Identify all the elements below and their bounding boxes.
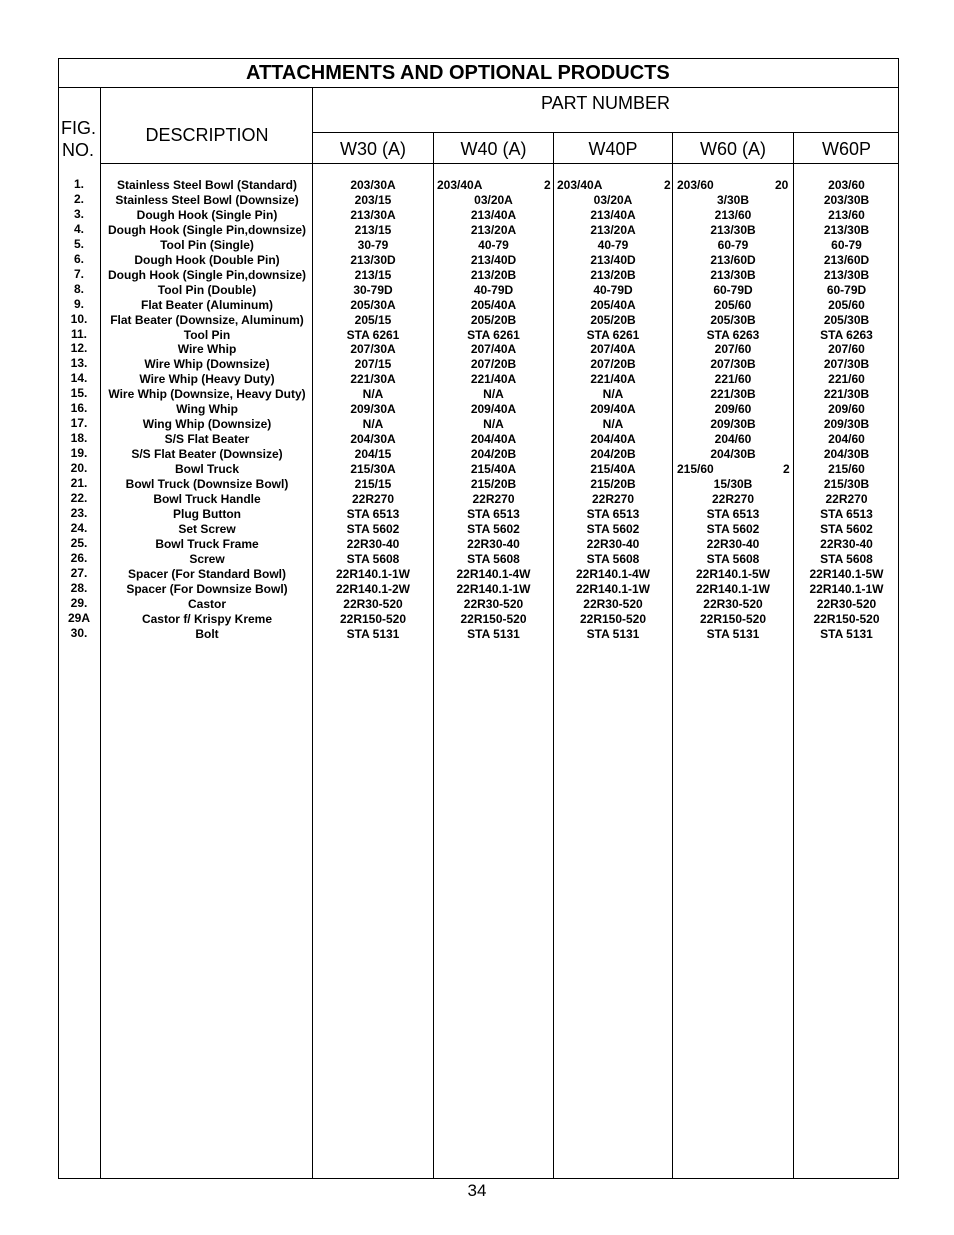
part-number-cell: 207/40A (590, 342, 636, 357)
stray-mark: 2 (783, 462, 790, 476)
part-number-cell: 215/20B (590, 477, 636, 491)
part-number-cell: 22R140.1-1W (575, 581, 651, 596)
part-number-cell: 221/30B (823, 387, 870, 402)
row-description: Castor f/ Krispy Kreme (141, 611, 273, 626)
part-number-cell: 22R140.1-5W (695, 566, 771, 581)
part-number-cell: 205/15 (354, 312, 392, 327)
row-description: Spacer (For Standard Bowl) (127, 566, 287, 581)
row-description: Plug Button (173, 506, 241, 521)
part-number-cell: 207/60 (714, 342, 752, 357)
fig-number: 23. (70, 505, 88, 520)
part-number-cell: 60-79 (717, 237, 749, 252)
row-description: Wire Whip (Downsize, Heavy Duty) (108, 387, 306, 402)
part-number-cell: 215/20B (470, 477, 517, 491)
part-number-cell: 22R140.1-4W (575, 566, 651, 581)
part-number-cell: 213/40A (590, 207, 636, 222)
part-number-cell: 22R270 (351, 491, 395, 506)
part-number-cell: 207/30B (823, 357, 870, 372)
part-number-cell: 22R140.1-2W (335, 581, 411, 596)
row-description: Castor (187, 596, 226, 611)
part-number-cell: 22R30-520 (583, 596, 643, 611)
part-number-cell: 213/20A (470, 222, 517, 237)
row-description: Tool Pin (183, 327, 231, 342)
row-description: Bolt (195, 626, 219, 641)
part-number-cell: 22R270 (825, 491, 868, 506)
column-header-w60p: W60P (821, 139, 872, 159)
fig-number: 2. (73, 191, 84, 206)
part-number-cell: 22R140.1-1W (456, 581, 531, 596)
part-number-cell: 22R150-520 (579, 611, 647, 626)
part-number-cell: 221/60 (828, 372, 865, 387)
part-number-cell: 03/20A (593, 192, 633, 207)
part-number-cell: STA 6263 (820, 327, 873, 342)
part-number-cell: 22R140.1-1W (695, 581, 771, 596)
part-number-cell: 203/30A (350, 178, 396, 192)
part-number-header: PART NUMBER (540, 93, 671, 113)
row-description: Tool Pin (Double) (157, 282, 257, 297)
part-number-cell: 22R270 (472, 491, 515, 506)
part-number-cell: N/A (483, 387, 504, 402)
fig-number: 29A (67, 610, 90, 625)
part-number-cell: N/A (602, 417, 624, 432)
part-number-cell: 209/60 (714, 402, 752, 417)
part-number-cell: 30-79D (353, 282, 393, 297)
part-number-cell: 207/15 (354, 357, 392, 372)
row-description: Wing Whip (176, 402, 238, 417)
part-number-cell: 204/20B (590, 447, 636, 462)
fig-number: 10. (70, 311, 88, 326)
row-description: Wing Whip (Downsize) (142, 417, 272, 432)
fig-header-line2: NO. (62, 140, 95, 160)
page-title: ATTACHMENTS AND OPTIONAL PRODUCTS (58, 58, 899, 88)
fig-number: 15. (70, 386, 88, 401)
part-number-cell: 213/30B (823, 222, 870, 237)
part-number-cell: STA 6513 (706, 506, 760, 521)
fig-number: 12. (70, 341, 88, 356)
part-number-cell: 203/15 (354, 192, 392, 207)
part-number-cell: STA 5608 (706, 551, 760, 566)
part-number-cell: 22R140.1-1W (335, 566, 411, 581)
part-number-cell: STA 5602 (706, 521, 760, 536)
stray-mark: 2 (664, 178, 671, 192)
row-description: Flat Beater (Aluminum) (140, 297, 273, 312)
part-number-cell: 213/40D (590, 252, 636, 267)
fig-number: 3. (73, 206, 84, 221)
part-number-cell: 204/40A (590, 432, 636, 447)
part-number-cell: STA 6261 (586, 327, 640, 342)
part-number-cell: 213/60D (710, 252, 756, 267)
header-bottom-line (100, 163, 899, 164)
part-number-cell: N/A (483, 417, 504, 432)
part-number-cell: 204/20B (470, 447, 517, 462)
part-number-cell: 30-79 (357, 237, 389, 252)
part-number-cell: 60-79 (831, 237, 862, 252)
part-number-cell: STA 5602 (820, 521, 873, 536)
fig-number: 20. (70, 461, 88, 476)
part-number-cell: 205/30B (710, 312, 756, 327)
fig-number: 9. (73, 296, 84, 311)
fig-number: 29. (70, 595, 88, 610)
part-number-cell: 213/40D (470, 252, 517, 267)
part-number-cell: STA 6513 (586, 506, 640, 521)
part-number-cell: N/A (362, 417, 384, 432)
part-number-cell: 207/20B (590, 357, 636, 372)
part-number-cell: 204/30B (710, 447, 756, 462)
part-number-cell: 204/40A (470, 432, 517, 447)
fig-number: 11. (70, 326, 88, 341)
row-description: Stainless Steel Bowl (Downsize) (115, 192, 299, 207)
part-number-cell: STA 5608 (820, 551, 873, 566)
part-number-cell: 205/60 (828, 297, 865, 312)
part-number-cell: 204/60 (828, 432, 865, 447)
part-number-cell: 22R30-40 (820, 536, 873, 551)
part-number-cell: 205/40A (590, 297, 636, 312)
part-number-cell: 221/60 (714, 372, 752, 387)
part-number-cell: 213/30D (350, 252, 396, 267)
row-description: Dough Hook (Single Pin,downsize) (108, 222, 306, 237)
part-number-cell: 40-79 (478, 237, 509, 252)
row-description: Wire Whip (Heavy Duty) (139, 372, 275, 387)
row-description: S/S Flat Beater (164, 432, 250, 447)
part-number-cell: 60-79D (826, 282, 867, 297)
part-number-cell: 207/30A (350, 342, 396, 357)
column-header-w40p: W40P (588, 139, 638, 159)
row-description: Screw (189, 551, 225, 566)
part-number-cell: 205/60 (714, 297, 752, 312)
part-number-cell: 22R150-520 (813, 611, 880, 626)
part-number-cell: N/A (602, 387, 624, 402)
row-description: Spacer (For Downsize Bowl) (126, 581, 288, 596)
part-number-cell: 215/40A (590, 462, 636, 477)
part-number-cell: STA 6513 (467, 506, 520, 521)
part-number-cell: 213/40A (470, 207, 517, 222)
fig-number: 21. (70, 476, 88, 490)
row-description: Wire Whip (Downsize) (144, 357, 270, 372)
row-description: Wire Whip (177, 342, 237, 357)
row-description: Stainless Steel Bowl (Standard) (116, 178, 298, 192)
fig-number: 6. (73, 251, 84, 266)
part-number-cell: STA 6513 (346, 506, 400, 521)
part-number-cell: 22R140.1-1W (809, 581, 884, 596)
part-number-cell: STA 5608 (467, 551, 520, 566)
part-number-cell: 205/20B (470, 312, 517, 327)
part-number-cell: 22R140.1-4W (456, 566, 531, 581)
part-number-cell: 22R30-520 (463, 596, 524, 611)
part-number-cell: 213/30B (710, 267, 756, 282)
part-number-cell: 22R140.1-5W (809, 566, 884, 581)
part-number-cell: 213/30A (350, 207, 396, 222)
part-number-cell: 40-79 (597, 237, 629, 252)
fig-number: 28. (70, 580, 88, 595)
stray-mark: 20 (775, 178, 789, 192)
part-number-cell: STA 6261 (467, 327, 520, 342)
fig-number: 7. (73, 266, 84, 281)
part-number-cell: 22R30-520 (703, 596, 763, 611)
part-number-cell: 22R30-40 (346, 536, 400, 551)
fig-number: 27. (70, 565, 88, 580)
part-number-cell: N/A (362, 387, 384, 402)
fig-number: 30. (70, 625, 88, 640)
part-number-cell: 22R270 (711, 491, 755, 506)
part-number-cell: 209/40A (470, 402, 517, 417)
part-number-cell: 205/40A (470, 297, 517, 312)
row-description: Dough Hook (Single Pin,downsize) (108, 267, 306, 282)
part-number-cell: 204/60 (714, 432, 752, 447)
part-number-cell: 203/40A (437, 178, 483, 192)
part-number-cell: STA 5131 (346, 626, 400, 641)
part-number-cell: 22R150-520 (460, 611, 527, 626)
column-header-w30: W30 (A) (339, 139, 406, 159)
part-number-cell: 213/60D (823, 252, 870, 267)
row-description: Dough Hook (Double Pin) (134, 252, 280, 267)
fig-number: 18. (70, 431, 88, 446)
part-number-cell: 209/30B (710, 417, 756, 432)
part-number-cell: 205/30A (350, 297, 396, 312)
part-number-cell: 221/30A (350, 372, 396, 387)
part-number-cell: 209/30B (823, 417, 870, 432)
fig-number: 5. (73, 236, 84, 251)
part-number-cell: 221/30B (710, 387, 756, 402)
fig-header-line1: FIG. (61, 118, 96, 138)
part-number-cell: STA 5131 (820, 626, 873, 641)
part-number-cell: 213/20B (590, 267, 636, 282)
part-number-divider (312, 132, 899, 133)
row-description: Flat Beater (Downsize, Aluminum) (110, 312, 304, 327)
part-number-cell: 22R150-520 (699, 611, 767, 626)
part-number-cell: 15/30B (713, 477, 753, 491)
part-number-cell: 204/15 (354, 447, 392, 462)
part-number-cell: 204/30B (823, 447, 870, 462)
part-number-cell: 215/30A (350, 462, 396, 477)
part-number-cell: STA 5602 (467, 521, 520, 536)
fig-number: 19. (70, 446, 88, 461)
part-number-cell: STA 5608 (586, 551, 640, 566)
row-description: Bowl Truck Frame (155, 536, 259, 551)
page-number: 34 (467, 1181, 487, 1200)
part-number-cell: 204/30A (350, 432, 396, 447)
part-number-cell: 213/60 (714, 207, 752, 222)
part-number-cell: 215/30B (823, 477, 870, 491)
row-description: S/S Flat Beater (Downsize) (131, 447, 283, 462)
part-number-cell: 213/15 (354, 222, 392, 237)
part-number-cell: 22R30-520 (343, 596, 403, 611)
part-number-cell: 203/40A (557, 178, 603, 192)
part-number-cell: STA 5131 (706, 626, 760, 641)
part-number-cell: STA 5602 (346, 521, 400, 536)
part-number-cell: 207/30B (710, 357, 756, 372)
row-description: Dough Hook (Single Pin) (136, 207, 278, 222)
row-description: Tool Pin (Single) (160, 237, 254, 252)
part-number-cell: 215/40A (470, 462, 517, 477)
fig-number: 4. (73, 221, 84, 236)
row-description: Bowl Truck Handle (153, 491, 261, 506)
part-number-cell: 22R30-40 (467, 536, 520, 551)
part-number-cell: 213/20A (590, 222, 636, 237)
part-number-cell: STA 6261 (346, 327, 400, 342)
column-header-w60: W60 (A) (699, 139, 766, 159)
part-number-cell: 22R150-520 (339, 611, 407, 626)
part-number-cell: STA 5131 (586, 626, 640, 641)
fig-number: 8. (73, 281, 84, 296)
part-number-cell: 209/60 (828, 402, 865, 417)
description-header: DESCRIPTION (145, 125, 269, 145)
part-number-cell: 213/60 (828, 207, 865, 222)
part-number-cell: 213/30B (823, 267, 870, 282)
part-number-cell: 40-79D (473, 282, 514, 297)
part-number-cell: 205/30B (823, 312, 870, 327)
fig-number: 24. (70, 520, 88, 535)
part-number-cell: 205/20B (590, 312, 636, 327)
fig-number: 26. (70, 550, 88, 565)
part-number-cell: 215/60 (677, 462, 714, 477)
fig-number: 22. (70, 490, 88, 505)
row-description: Set Screw (178, 521, 236, 536)
part-number-cell: 22R270 (591, 491, 635, 506)
part-number-cell: 221/40A (470, 372, 517, 387)
part-number-cell: 60-79D (713, 282, 753, 297)
fig-number: 16. (70, 401, 88, 416)
part-number-cell: 22R30-40 (586, 536, 640, 551)
fig-number: 14. (70, 371, 88, 386)
part-number-cell: 203/60 (828, 178, 865, 192)
part-number-cell: 209/30A (350, 402, 396, 417)
part-number-cell: 207/20B (470, 357, 517, 372)
column-header-w40: W40 (A) (460, 139, 527, 159)
part-number-cell: 213/20B (470, 267, 517, 282)
part-number-cell: 213/15 (354, 267, 392, 282)
part-number-cell: STA 5602 (586, 521, 640, 536)
part-number-cell: 207/60 (828, 342, 865, 357)
fig-number: 17. (70, 416, 88, 431)
part-number-cell: STA 6513 (820, 506, 873, 521)
part-number-cell: STA 5608 (346, 551, 400, 566)
part-number-cell: 40-79D (593, 282, 633, 297)
part-number-cell: 22R30-520 (816, 596, 877, 611)
stray-mark: 2 (544, 178, 551, 192)
part-number-cell: 203/30B (823, 192, 870, 207)
part-number-cell: 215/15 (354, 477, 392, 491)
part-number-cell: 203/60 (677, 178, 714, 192)
part-number-cell: 215/60 (828, 462, 865, 477)
fig-number: 13. (70, 356, 88, 371)
part-number-cell: 221/40A (590, 372, 636, 387)
row-description: Bowl Truck (174, 462, 239, 477)
col-divider-fig (100, 88, 101, 1179)
part-number-cell: 03/20A (474, 192, 513, 207)
fig-number: 1. (73, 177, 84, 191)
fig-number: 25. (70, 535, 88, 550)
part-number-cell: STA 5131 (467, 626, 520, 641)
part-number-cell: 22R30-40 (706, 536, 760, 551)
part-number-cell: 3/30B (716, 192, 750, 207)
part-number-cell: STA 6263 (706, 327, 760, 342)
part-number-cell: 213/30B (710, 222, 756, 237)
part-number-cell: 207/40A (470, 342, 517, 357)
row-description: Bowl Truck (Downsize Bowl) (125, 477, 289, 491)
part-number-cell: 209/40A (590, 402, 636, 417)
